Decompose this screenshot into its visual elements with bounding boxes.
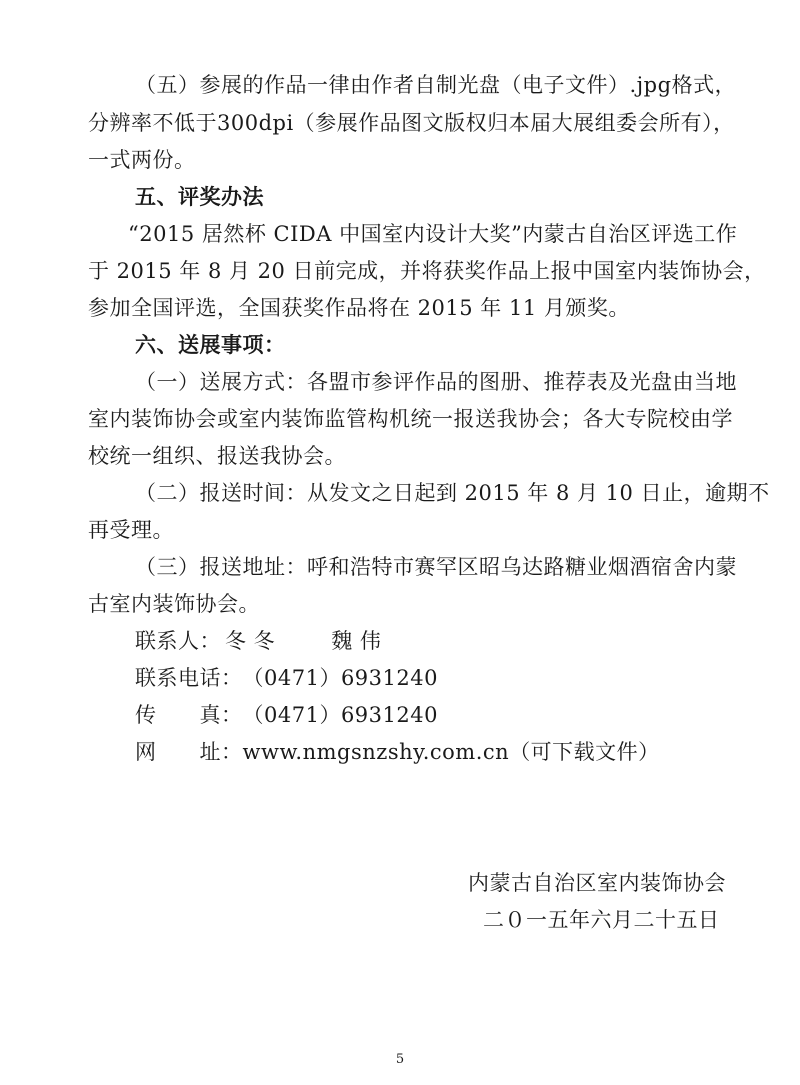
section-heading: 六、送展事项： [135, 332, 286, 357]
paragraph-line: “2015 居然杯 CIDA 中国室内设计大奖”内蒙古自治区评选工作 [128, 222, 738, 246]
paragraph-line: （二）报送时间：从发文之日起到 2015 年 8 月 10 日止，逾期不 [135, 481, 770, 505]
contact-web-label: 网 址： [135, 740, 243, 764]
contact-fax-row [135, 700, 800, 730]
contact-phone-row [135, 663, 800, 693]
contact-person-label: 联系人： [135, 629, 221, 653]
paragraph-line: （五）参展的作品一律由作者自制光盘（电子文件）.jpg格式， [135, 73, 737, 97]
signature-date: 二０一五年六月二十五日 [483, 908, 720, 932]
paragraph-line: 室内装饰协会或室内装饰监管构机统一报送我协会；各大专院校由学 [88, 407, 733, 431]
paragraph-line: 再受理。 [88, 518, 174, 542]
contact-web-note: （可下载文件） [509, 740, 660, 764]
contact-person-1: 冬 冬 [225, 629, 276, 653]
paragraph-line: （三）报送地址：呼和浩特市赛罕区昭乌达路糖业烟酒宿舍内蒙 [135, 555, 737, 579]
paragraph-line: 分辨率不低于300dpi（参展作品图文版权归本届大展组委会所有）， [88, 111, 735, 135]
contact-fax-value: （0471）6931240 [242, 703, 438, 727]
signature-organization: 内蒙古自治区室内装饰协会 [468, 871, 726, 895]
contact-person-row [135, 626, 800, 656]
contact-fax-label: 传 真： [135, 703, 243, 727]
contact-phone-value: （0471）6931240 [242, 666, 438, 690]
paragraph-line: （一）送展方式：各盟市参评作品的图册、推荐表及光盘由当地 [135, 370, 737, 394]
paragraph-line: 古室内装饰协会。 [88, 592, 260, 616]
contact-person-2: 魏 伟 [331, 629, 382, 653]
section-heading: 五、评奖办法 [135, 184, 264, 209]
paragraph-line: 于 2015 年 8 月 20 日前完成，并将获奖作品上报中国室内装饰协会， [88, 259, 766, 283]
contact-web-row [135, 737, 800, 767]
contact-phone-label: 联系电话： [135, 666, 243, 690]
paragraph-line: 校统一组织、报送我协会。 [88, 444, 346, 468]
paragraph-line: 一式两份。 [88, 148, 196, 172]
page-number: 5 [395, 1052, 405, 1067]
contact-web-link[interactable]: www.nmgsnzshy.com.cn [242, 740, 510, 764]
paragraph-line: 参加全国评选，全国获奖作品将在 2015 年 11 月颁奖。 [88, 296, 630, 320]
